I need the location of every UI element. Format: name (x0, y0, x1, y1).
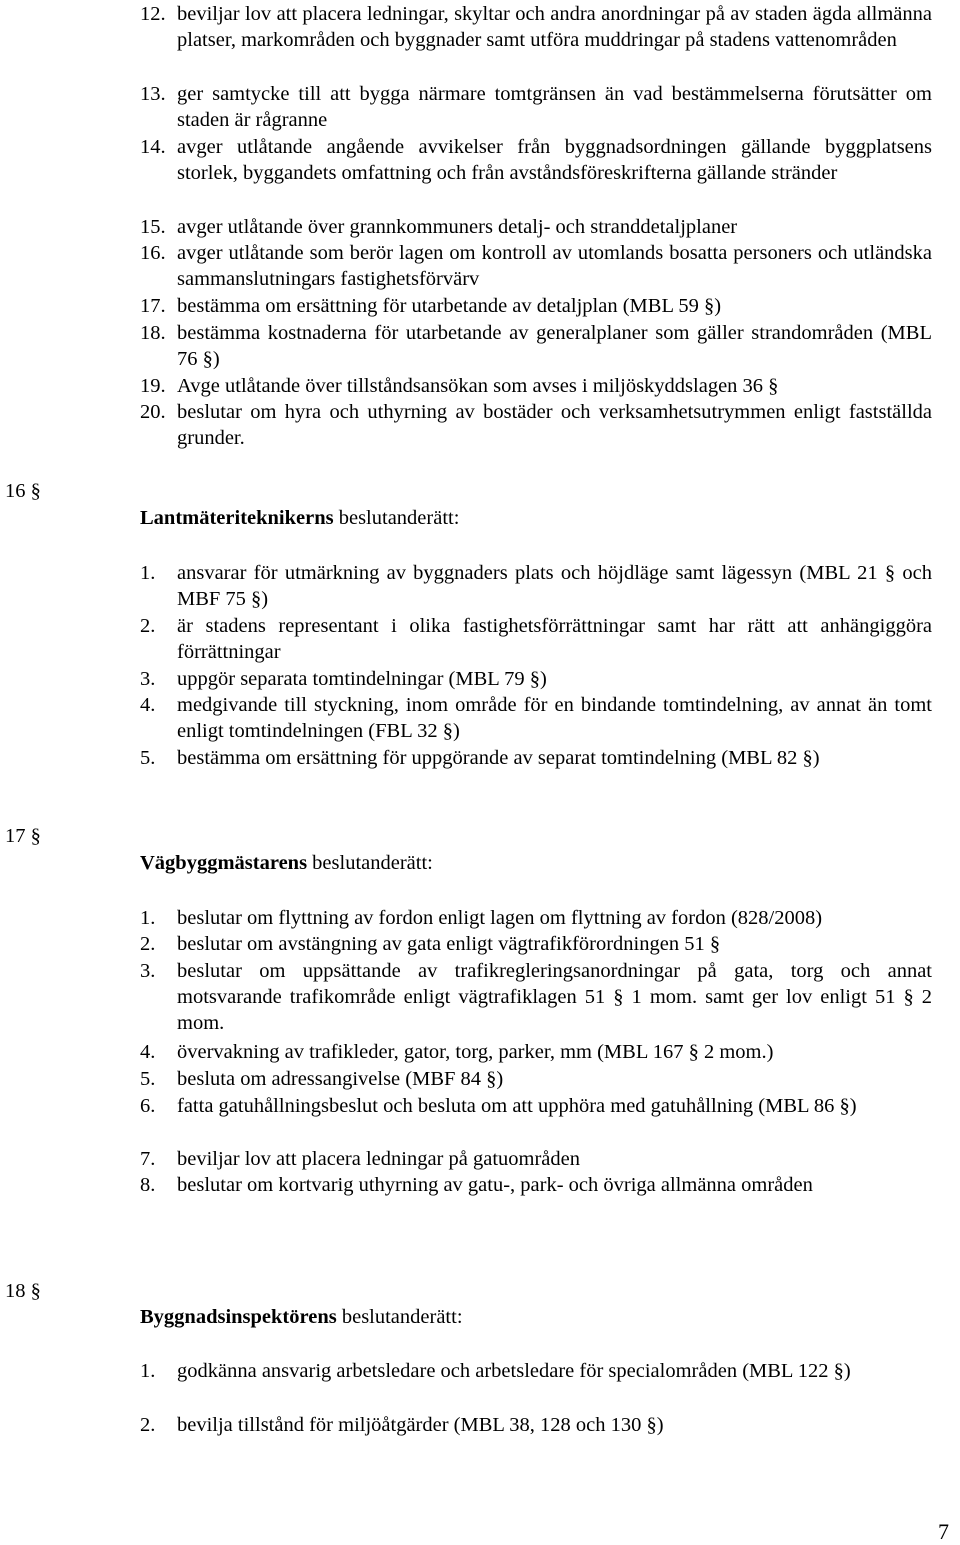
list-item: 4. medgivande till styckning, inom område för en bindande tomtindelning, av annat än tomt enligt tomtindelningen (FBL 32 §) (140, 694, 932, 742)
list-item: 1. ansvarar för utmärkning av byggnaders plats och höjdläge samt lägessyn (MBL 21 § och MBF 75 §) (140, 562, 932, 610)
list-item: 18. bestämma kostnaderna för utarbetande av generalplaner som gäller strandområden (MBL 76 §) (140, 322, 932, 370)
list-item: 20. beslutar om hyra och uthyrning av bostäder och verksamhetsutrymmen enligt fastställda grunder. (140, 401, 932, 449)
section-heading: Vägbyggmästarens beslutanderätt: (140, 852, 433, 874)
list-item: 17. bestämma om ersättning för utarbetande av detaljplan (MBL 59 §) (140, 295, 722, 317)
list-item: 3. uppgör separata tomtindelningar (MBL 79 §) (140, 668, 547, 690)
list-item: 2. bevilja tillstånd för miljöåtgärder (MBL 38, 128 och 130 §) (140, 1414, 664, 1436)
list-item: 2. är stadens representant i olika fastighetsförrättningar samt har rätt att anhängiggöra förrättningar (140, 615, 932, 663)
list-item: 1. beslutar om flyttning av fordon enligt lagen om flyttning av fordon (828/2008) (140, 907, 823, 929)
list-item: 2. beslutar om avstängning av gata enligt vägtrafikförordningen 51 § (140, 933, 721, 955)
list-item: 19. Avge utlåtande över tillståndsansökan som avses i miljöskyddslagen 36 § (140, 375, 779, 397)
list-item: 7. beviljar lov att placera ledningar på gatuområden (140, 1148, 580, 1170)
list-item: 1. godkänna ansvarig arbetsledare och arbetsledare för specialområden (MBL 122 §) (140, 1360, 851, 1382)
section-number: 17 § (5, 825, 41, 847)
page-number: 7 (938, 1519, 949, 1544)
list-item: 3. beslutar om uppsättande av trafikregleringsanordningar på gata, torg och annat motsvarande trafikområde enligt vägtrafiklagen 51 § 1 mom. samt ger lov enligt 51 § 2 mom. (140, 960, 932, 1034)
list-item: 8. beslutar om kortvarig uthyrning av gatu-, park- och övriga allmänna områden (140, 1174, 813, 1196)
section-number: 18 § (5, 1280, 41, 1302)
list-item: 5. besluta om adressangivelse (MBF 84 §) (140, 1068, 504, 1090)
section-number: 16 § (5, 480, 41, 502)
list-item: 4. övervakning av trafikleder, gator, torg, parker, mm (MBL 167 § 2 mom.) (140, 1041, 774, 1063)
list-item: 16. avger utlåtande som berör lagen om kontroll av utomlands bosatta personers och utländska sammanslutningars fastighetsförvärv (140, 242, 932, 290)
list-item: 14. avger utlåtande angående avvikelser från byggnadsordningen gällande byggplatsens storlek, byggandets omfattning och från avståndsföreskrifterna gällande stränder (140, 136, 932, 184)
list-item: 15. avger utlåtande över grannkommuners detalj- och stranddetaljplaner (140, 216, 738, 238)
list-item: 13. ger samtycke till att bygga närmare tomtgränsen än vad bestämmelserna förutsätter om staden är rågranne (140, 83, 932, 131)
list-item: 12. beviljar lov att placera ledningar, skyltar och andra anordningar på av staden ägda allmänna platser, markområden och byggnader samt utföra muddringar på stadens vattenområden (140, 3, 932, 51)
list-item: 5. bestämma om ersättning för uppgörande av separat tomtindelning (MBL 82 §) (140, 747, 820, 769)
section-heading: Lantmäteriteknikerns beslutanderätt: (140, 507, 460, 529)
list-item: 6. fatta gatuhållningsbeslut och besluta om att upphöra med gatuhållning (MBL 86 §) (140, 1095, 857, 1117)
section-heading: Byggnadsinspektörens beslutanderätt: (140, 1306, 463, 1328)
